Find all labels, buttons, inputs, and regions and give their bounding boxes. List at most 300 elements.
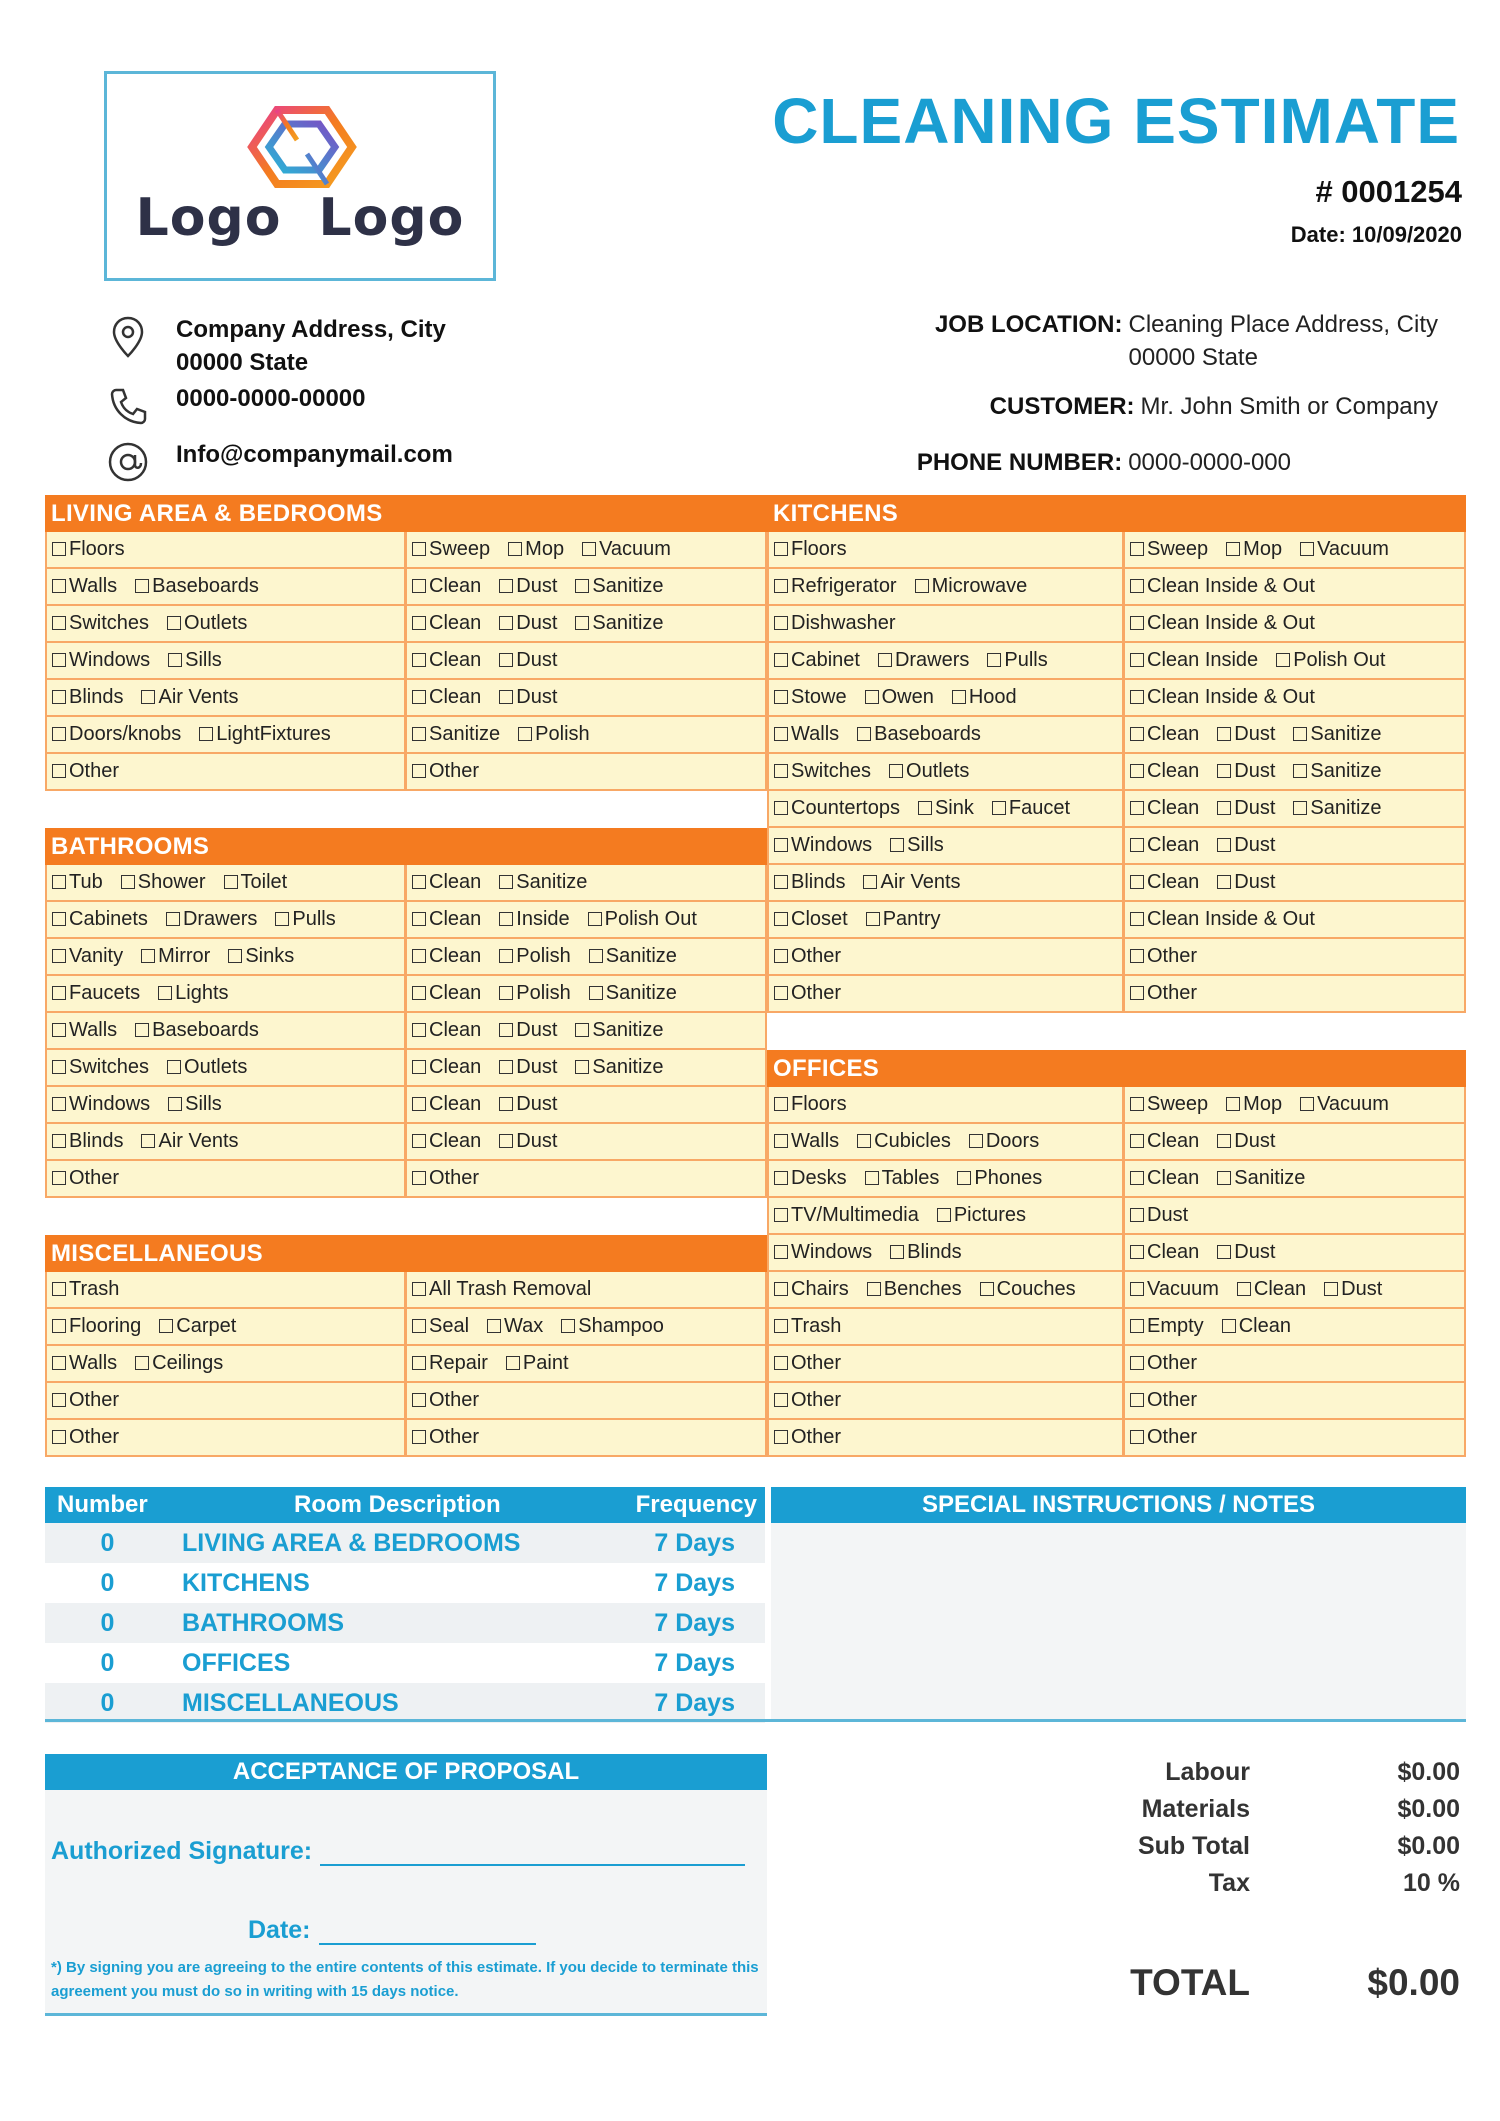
checkbox[interactable] <box>412 1430 426 1444</box>
checkbox[interactable] <box>863 875 877 889</box>
checkbox[interactable] <box>957 1171 971 1185</box>
checkbox-item-clean[interactable] <box>412 569 481 604</box>
checkbox-item-dust[interactable] <box>1217 1235 1275 1270</box>
checkbox-item-windows[interactable] <box>774 828 872 863</box>
checkbox[interactable] <box>774 727 788 741</box>
checkbox-item-vanity[interactable] <box>52 939 123 974</box>
checkbox[interactable] <box>135 1356 149 1370</box>
checkbox[interactable] <box>412 1319 426 1333</box>
checkbox-item-dust[interactable] <box>499 1013 557 1048</box>
checkbox[interactable] <box>865 690 879 704</box>
checkbox[interactable] <box>121 875 135 889</box>
checkbox[interactable] <box>1293 727 1307 741</box>
checkbox-item-walls[interactable] <box>774 1124 839 1159</box>
checkbox[interactable] <box>167 616 181 630</box>
checkbox-item-trash[interactable] <box>774 1309 841 1344</box>
checkbox[interactable] <box>52 1319 66 1333</box>
checkbox[interactable] <box>52 727 66 741</box>
checkbox[interactable] <box>774 912 788 926</box>
checkbox[interactable] <box>1130 1171 1144 1185</box>
checkbox[interactable] <box>52 579 66 593</box>
checkbox[interactable] <box>1130 1208 1144 1222</box>
checkbox[interactable] <box>1130 1393 1144 1407</box>
checkbox-item-air-vents[interactable] <box>863 865 960 900</box>
checkbox[interactable] <box>774 875 788 889</box>
checkbox-item-shampoo[interactable] <box>561 1309 664 1344</box>
checkbox-item-sanitize[interactable] <box>589 939 677 974</box>
checkbox-item-flooring[interactable] <box>52 1309 141 1344</box>
checkbox-item-windows[interactable] <box>52 643 150 678</box>
notes-area[interactable] <box>771 1523 1466 1719</box>
checkbox-item-sanitize[interactable] <box>575 1013 663 1048</box>
checkbox-item-drawers[interactable] <box>166 902 257 937</box>
checkbox-item-other[interactable] <box>412 1161 479 1196</box>
checkbox[interactable] <box>412 1023 426 1037</box>
checkbox-item-clean[interactable] <box>412 1013 481 1048</box>
checkbox-item-other[interactable] <box>774 939 841 974</box>
checkbox[interactable] <box>588 912 602 926</box>
checkbox[interactable] <box>1217 1134 1231 1148</box>
checkbox[interactable] <box>135 579 149 593</box>
checkbox-item-dust[interactable] <box>1217 791 1275 826</box>
checkbox[interactable] <box>1130 579 1144 593</box>
checkbox-item-sanitize[interactable] <box>1293 791 1381 826</box>
checkbox-item-sink[interactable] <box>918 791 974 826</box>
checkbox[interactable] <box>575 1060 589 1074</box>
checkbox-item-paint[interactable] <box>506 1346 569 1381</box>
checkbox[interactable] <box>1130 653 1144 667</box>
checkbox-item-faucets[interactable] <box>52 976 140 1011</box>
checkbox-item-cubicles[interactable] <box>857 1124 951 1159</box>
checkbox[interactable] <box>158 986 172 1000</box>
checkbox[interactable] <box>168 653 182 667</box>
checkbox-item-other[interactable] <box>1130 1420 1197 1455</box>
checkbox[interactable] <box>1130 690 1144 704</box>
checkbox[interactable] <box>499 1023 513 1037</box>
checkbox[interactable] <box>141 949 155 963</box>
checkbox-item-dust[interactable] <box>499 606 557 641</box>
checkbox-item-shower[interactable] <box>121 865 206 900</box>
checkbox[interactable] <box>412 1282 426 1296</box>
checkbox[interactable] <box>865 1171 879 1185</box>
checkbox-item-vacuum[interactable] <box>1300 1087 1389 1122</box>
checkbox[interactable] <box>412 912 426 926</box>
checkbox-item-other[interactable] <box>1130 1346 1197 1381</box>
checkbox[interactable] <box>774 1282 788 1296</box>
checkbox[interactable] <box>52 1430 66 1444</box>
checkbox[interactable] <box>1217 1171 1231 1185</box>
checkbox-item-polish[interactable] <box>499 976 570 1011</box>
checkbox[interactable] <box>52 1171 66 1185</box>
checkbox-item-clean[interactable] <box>412 976 481 1011</box>
checkbox[interactable] <box>1130 764 1144 778</box>
checkbox[interactable] <box>774 579 788 593</box>
checkbox-item-ceilings[interactable] <box>135 1346 223 1381</box>
checkbox[interactable] <box>1130 1430 1144 1444</box>
checkbox[interactable] <box>412 1393 426 1407</box>
checkbox[interactable] <box>575 579 589 593</box>
checkbox[interactable] <box>499 912 513 926</box>
checkbox[interactable] <box>915 579 929 593</box>
checkbox-item-repair[interactable] <box>412 1346 488 1381</box>
checkbox[interactable] <box>987 653 1001 667</box>
checkbox-item-dust[interactable] <box>499 1124 557 1159</box>
checkbox[interactable] <box>1130 1134 1144 1148</box>
checkbox[interactable] <box>774 1208 788 1222</box>
checkbox[interactable] <box>1226 1097 1240 1111</box>
checkbox[interactable] <box>866 912 880 926</box>
checkbox-item-dust[interactable] <box>499 643 557 678</box>
checkbox[interactable] <box>774 986 788 1000</box>
checkbox[interactable] <box>1300 1097 1314 1111</box>
checkbox-item-closet[interactable] <box>774 902 848 937</box>
checkbox[interactable] <box>508 542 522 556</box>
checkbox-item-dust[interactable] <box>499 1050 557 1085</box>
checkbox-item-chairs[interactable] <box>774 1272 849 1307</box>
checkbox[interactable] <box>412 1356 426 1370</box>
checkbox-item-vacuum[interactable] <box>1130 1272 1219 1307</box>
checkbox[interactable] <box>52 986 66 1000</box>
checkbox-item-mirror[interactable] <box>141 939 210 974</box>
checkbox-item-mop[interactable] <box>508 532 564 567</box>
checkbox-item-cabinets[interactable] <box>52 902 148 937</box>
checkbox-item-sinks[interactable] <box>228 939 294 974</box>
checkbox-item-pulls[interactable] <box>275 902 335 937</box>
checkbox[interactable] <box>774 801 788 815</box>
checkbox-item-dust[interactable] <box>1217 865 1275 900</box>
checkbox[interactable] <box>774 764 788 778</box>
checkbox[interactable] <box>52 542 66 556</box>
checkbox-item-countertops[interactable] <box>774 791 900 826</box>
checkbox-item-sweep[interactable] <box>1130 1087 1208 1122</box>
checkbox-item-blinds[interactable] <box>774 865 845 900</box>
checkbox-item-dust[interactable] <box>499 1087 557 1122</box>
checkbox-item-desks[interactable] <box>774 1161 847 1196</box>
checkbox[interactable] <box>159 1319 173 1333</box>
checkbox-item-sanitize[interactable] <box>1293 754 1381 789</box>
checkbox[interactable] <box>506 1356 520 1370</box>
checkbox[interactable] <box>499 653 513 667</box>
checkbox-item-sills[interactable] <box>168 1087 222 1122</box>
checkbox[interactable] <box>52 1060 66 1074</box>
checkbox-item-owen[interactable] <box>865 680 934 715</box>
checkbox[interactable] <box>1130 616 1144 630</box>
checkbox[interactable] <box>1130 875 1144 889</box>
checkbox-item-clean[interactable] <box>1130 717 1199 752</box>
checkbox[interactable] <box>52 1393 66 1407</box>
checkbox[interactable] <box>1130 912 1144 926</box>
checkbox-item-clean[interactable] <box>1222 1309 1291 1344</box>
checkbox-item-clean-inside-out[interactable] <box>1130 680 1315 715</box>
checkbox[interactable] <box>52 764 66 778</box>
checkbox[interactable] <box>52 653 66 667</box>
checkbox-item-vacuum[interactable] <box>582 532 671 567</box>
checkbox[interactable] <box>878 653 892 667</box>
checkbox-item-lights[interactable] <box>158 976 228 1011</box>
checkbox-item-clean[interactable] <box>1130 828 1199 863</box>
checkbox-item-drawers[interactable] <box>878 643 969 678</box>
checkbox[interactable] <box>1237 1282 1251 1296</box>
checkbox-item-air-vents[interactable] <box>141 1124 238 1159</box>
checkbox-item-clean[interactable] <box>412 1087 481 1122</box>
checkbox[interactable] <box>1300 542 1314 556</box>
checkbox-item-sanitize[interactable] <box>499 865 587 900</box>
checkbox-item-trash[interactable] <box>52 1272 119 1307</box>
checkbox[interactable] <box>412 1134 426 1148</box>
checkbox[interactable] <box>1130 1356 1144 1370</box>
checkbox-item-pantry[interactable] <box>866 902 941 937</box>
checkbox[interactable] <box>774 1245 788 1259</box>
checkbox[interactable] <box>774 1393 788 1407</box>
checkbox[interactable] <box>499 1060 513 1074</box>
checkbox-item-benches[interactable] <box>867 1272 962 1307</box>
checkbox[interactable] <box>499 616 513 630</box>
checkbox[interactable] <box>199 727 213 741</box>
checkbox-item-clean[interactable] <box>412 680 481 715</box>
checkbox[interactable] <box>135 1023 149 1037</box>
checkbox-item-dust[interactable] <box>499 569 557 604</box>
checkbox[interactable] <box>52 1023 66 1037</box>
checkbox[interactable] <box>499 986 513 1000</box>
checkbox-item-sanitize[interactable] <box>575 569 663 604</box>
checkbox[interactable] <box>1130 1245 1144 1259</box>
checkbox-item-other[interactable] <box>774 1346 841 1381</box>
checkbox-item-clean[interactable] <box>412 606 481 641</box>
checkbox[interactable] <box>561 1319 575 1333</box>
checkbox[interactable] <box>774 1356 788 1370</box>
checkbox[interactable] <box>499 690 513 704</box>
checkbox-item-other[interactable] <box>774 976 841 1011</box>
checkbox-item-sanitize[interactable] <box>575 1050 663 1085</box>
checkbox-item-other[interactable] <box>412 1383 479 1418</box>
checkbox[interactable] <box>141 1134 155 1148</box>
checkbox[interactable] <box>1130 986 1144 1000</box>
checkbox[interactable] <box>774 1430 788 1444</box>
checkbox-item-baseboards[interactable] <box>857 717 981 752</box>
checkbox-item-phones[interactable] <box>957 1161 1042 1196</box>
checkbox-item-dust[interactable] <box>499 680 557 715</box>
checkbox[interactable] <box>412 690 426 704</box>
checkbox-item-clean-inside-out[interactable] <box>1130 569 1315 604</box>
checkbox[interactable] <box>589 986 603 1000</box>
checkbox-item-sanitize[interactable] <box>1293 717 1381 752</box>
checkbox[interactable] <box>167 1060 181 1074</box>
checkbox-item-inside[interactable] <box>499 902 569 937</box>
checkbox[interactable] <box>168 1097 182 1111</box>
checkbox[interactable] <box>166 912 180 926</box>
checkbox-item-windows[interactable] <box>52 1087 150 1122</box>
checkbox-item-clean-inside[interactable] <box>1130 643 1258 678</box>
checkbox-item-clean[interactable] <box>1130 754 1199 789</box>
checkbox-item-floors[interactable] <box>774 1087 847 1122</box>
checkbox[interactable] <box>412 1171 426 1185</box>
checkbox[interactable] <box>52 912 66 926</box>
checkbox[interactable] <box>52 875 66 889</box>
checkbox-item-hood[interactable] <box>952 680 1017 715</box>
checkbox[interactable] <box>1217 1245 1231 1259</box>
checkbox-item-wax[interactable] <box>487 1309 543 1344</box>
checkbox-item-sills[interactable] <box>168 643 222 678</box>
checkbox[interactable] <box>1130 801 1144 815</box>
checkbox[interactable] <box>1276 653 1290 667</box>
checkbox[interactable] <box>1324 1282 1338 1296</box>
checkbox[interactable] <box>774 690 788 704</box>
checkbox[interactable] <box>992 801 1006 815</box>
checkbox[interactable] <box>1217 727 1231 741</box>
checkbox[interactable] <box>575 616 589 630</box>
checkbox-item-mop[interactable] <box>1226 532 1282 567</box>
checkbox-item-sills[interactable] <box>890 828 944 863</box>
checkbox-item-vacuum[interactable] <box>1300 532 1389 567</box>
checkbox[interactable] <box>412 764 426 778</box>
checkbox-item-other[interactable] <box>52 754 119 789</box>
checkbox-item-dust[interactable] <box>1217 754 1275 789</box>
checkbox-item-doors[interactable] <box>969 1124 1039 1159</box>
checkbox[interactable] <box>774 653 788 667</box>
checkbox-item-clean[interactable] <box>412 939 481 974</box>
checkbox-item-floors[interactable] <box>52 532 125 567</box>
checkbox[interactable] <box>1130 1319 1144 1333</box>
checkbox-item-cabinet[interactable] <box>774 643 860 678</box>
checkbox-item-blinds[interactable] <box>52 680 123 715</box>
acceptance-date-field[interactable] <box>319 1921 536 1945</box>
checkbox-item-dishwasher[interactable] <box>774 606 895 641</box>
checkbox[interactable] <box>275 912 289 926</box>
checkbox-item-outlets[interactable] <box>889 754 969 789</box>
checkbox-item-blinds[interactable] <box>52 1124 123 1159</box>
checkbox[interactable] <box>412 1060 426 1074</box>
checkbox-item-clean[interactable] <box>1130 1235 1199 1270</box>
checkbox-item-sanitize[interactable] <box>1217 1161 1305 1196</box>
checkbox-item-dust[interactable] <box>1324 1272 1382 1307</box>
checkbox[interactable] <box>857 727 871 741</box>
checkbox-item-refrigerator[interactable] <box>774 569 897 604</box>
checkbox-item-other[interactable] <box>1130 1383 1197 1418</box>
checkbox-item-toilet[interactable] <box>224 865 288 900</box>
checkbox[interactable] <box>52 1356 66 1370</box>
checkbox-item-other[interactable] <box>412 754 479 789</box>
checkbox[interactable] <box>890 1245 904 1259</box>
checkbox-item-dust[interactable] <box>1217 828 1275 863</box>
checkbox[interactable] <box>1226 542 1240 556</box>
checkbox[interactable] <box>774 1097 788 1111</box>
checkbox[interactable] <box>867 1282 881 1296</box>
checkbox-item-mop[interactable] <box>1226 1087 1282 1122</box>
checkbox-item-polish[interactable] <box>518 717 589 752</box>
checkbox-item-stowe[interactable] <box>774 680 847 715</box>
checkbox[interactable] <box>1222 1319 1236 1333</box>
checkbox-item-sanitize[interactable] <box>412 717 500 752</box>
checkbox-item-polish-out[interactable] <box>588 902 697 937</box>
checkbox[interactable] <box>774 1171 788 1185</box>
checkbox-item-pictures[interactable] <box>937 1198 1026 1233</box>
checkbox[interactable] <box>412 986 426 1000</box>
checkbox[interactable] <box>412 727 426 741</box>
checkbox-item-walls[interactable] <box>52 1346 117 1381</box>
checkbox-item-tables[interactable] <box>865 1161 940 1196</box>
checkbox[interactable] <box>937 1208 951 1222</box>
checkbox-item-floors[interactable] <box>774 532 847 567</box>
checkbox-item-tv-multimedia[interactable] <box>774 1198 919 1233</box>
checkbox-item-clean-inside-out[interactable] <box>1130 902 1315 937</box>
checkbox-item-walls[interactable] <box>52 1013 117 1048</box>
checkbox-item-microwave[interactable] <box>915 569 1028 604</box>
checkbox-item-polish-out[interactable] <box>1276 643 1385 678</box>
checkbox[interactable] <box>969 1134 983 1148</box>
checkbox[interactable] <box>499 1097 513 1111</box>
checkbox-item-tub[interactable] <box>52 865 103 900</box>
checkbox[interactable] <box>412 949 426 963</box>
checkbox[interactable] <box>774 1319 788 1333</box>
checkbox[interactable] <box>141 690 155 704</box>
checkbox-item-other[interactable] <box>52 1383 119 1418</box>
checkbox-item-dust[interactable] <box>1217 717 1275 752</box>
checkbox-item-other[interactable] <box>52 1420 119 1455</box>
checkbox[interactable] <box>952 690 966 704</box>
checkbox-item-sanitize[interactable] <box>589 976 677 1011</box>
checkbox[interactable] <box>1217 875 1231 889</box>
checkbox[interactable] <box>1293 764 1307 778</box>
checkbox[interactable] <box>412 1097 426 1111</box>
checkbox[interactable] <box>1217 764 1231 778</box>
checkbox[interactable] <box>774 1134 788 1148</box>
checkbox-item-switches[interactable] <box>52 606 149 641</box>
checkbox-item-blinds[interactable] <box>890 1235 961 1270</box>
checkbox-item-dust[interactable] <box>1217 1124 1275 1159</box>
checkbox[interactable] <box>1130 1282 1144 1296</box>
checkbox-item-doors-knobs[interactable] <box>52 717 181 752</box>
checkbox-item-faucet[interactable] <box>992 791 1070 826</box>
checkbox-item-switches[interactable] <box>774 754 871 789</box>
checkbox-item-pulls[interactable] <box>987 643 1047 678</box>
checkbox-item-clean[interactable] <box>412 1124 481 1159</box>
checkbox[interactable] <box>889 764 903 778</box>
checkbox-item-polish[interactable] <box>499 939 570 974</box>
signature-field[interactable] <box>320 1842 745 1866</box>
checkbox-item-other[interactable] <box>1130 939 1197 974</box>
checkbox[interactable] <box>582 542 596 556</box>
checkbox[interactable] <box>52 616 66 630</box>
checkbox-item-walls[interactable] <box>52 569 117 604</box>
checkbox[interactable] <box>412 616 426 630</box>
checkbox[interactable] <box>774 838 788 852</box>
checkbox[interactable] <box>52 690 66 704</box>
checkbox-item-other[interactable] <box>1130 976 1197 1011</box>
checkbox-item-clean[interactable] <box>412 643 481 678</box>
checkbox-item-clean[interactable] <box>412 865 481 900</box>
checkbox[interactable] <box>52 1134 66 1148</box>
checkbox[interactable] <box>412 542 426 556</box>
checkbox[interactable] <box>575 1023 589 1037</box>
checkbox[interactable] <box>499 579 513 593</box>
checkbox-item-baseboards[interactable] <box>135 1013 259 1048</box>
checkbox-item-clean-inside-out[interactable] <box>1130 606 1315 641</box>
checkbox[interactable] <box>487 1319 501 1333</box>
checkbox-item-seal[interactable] <box>412 1309 469 1344</box>
checkbox[interactable] <box>499 949 513 963</box>
checkbox-item-other[interactable] <box>774 1383 841 1418</box>
checkbox[interactable] <box>518 727 532 741</box>
checkbox-item-clean[interactable] <box>1237 1272 1306 1307</box>
checkbox-item-other[interactable] <box>52 1161 119 1196</box>
checkbox-item-outlets[interactable] <box>167 1050 247 1085</box>
checkbox-item-sweep[interactable] <box>1130 532 1208 567</box>
checkbox-item-couches[interactable] <box>980 1272 1076 1307</box>
checkbox-item-all-trash-removal[interactable] <box>412 1272 591 1307</box>
checkbox[interactable] <box>1217 838 1231 852</box>
checkbox[interactable] <box>774 542 788 556</box>
checkbox[interactable] <box>1130 1097 1144 1111</box>
